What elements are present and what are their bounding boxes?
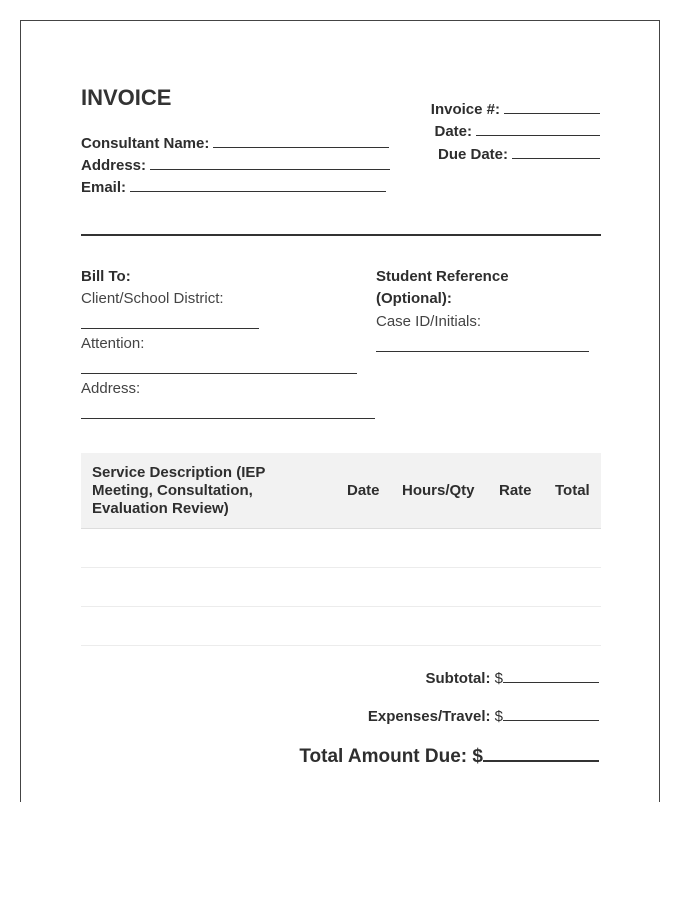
consultant-name-blank[interactable] bbox=[213, 133, 389, 148]
subtotal-label: Subtotal: bbox=[425, 670, 491, 687]
invoice-title: INVOICE bbox=[81, 85, 172, 110]
total-due-label: Total Amount Due: bbox=[299, 746, 468, 767]
invoice-sheet bbox=[20, 20, 660, 802]
attention-label: Attention: bbox=[81, 335, 145, 352]
consultant-address-blank[interactable] bbox=[150, 155, 390, 170]
invoice-date-blank[interactable] bbox=[476, 121, 600, 136]
invoice-date-field[interactable] bbox=[434, 121, 600, 140]
due-date-blank[interactable] bbox=[512, 144, 600, 159]
student-reference-heading-line1: Student Reference bbox=[376, 268, 509, 285]
table-row[interactable] bbox=[81, 529, 601, 568]
total-due-field[interactable] bbox=[299, 743, 599, 768]
table-row[interactable] bbox=[81, 568, 601, 607]
services-table-header bbox=[81, 453, 601, 529]
consultant-name-field[interactable] bbox=[81, 133, 389, 152]
invoice-number-label: Invoice #: bbox=[430, 101, 500, 118]
column-header-total: Total bbox=[555, 482, 590, 499]
column-header-date: Date bbox=[347, 482, 380, 499]
expenses-field[interactable] bbox=[368, 706, 599, 725]
due-date-field[interactable] bbox=[438, 144, 600, 163]
consultant-email-field[interactable] bbox=[81, 177, 386, 196]
student-reference-heading-line2: (Optional): bbox=[376, 290, 452, 307]
header-divider bbox=[81, 234, 601, 236]
column-header-rate: Rate bbox=[499, 482, 532, 499]
table-row[interactable] bbox=[81, 607, 601, 646]
due-date-label: Due Date: bbox=[437, 146, 508, 163]
expenses-blank[interactable] bbox=[503, 706, 599, 721]
subtotal-blank[interactable] bbox=[503, 668, 599, 683]
total-due-blank[interactable] bbox=[483, 743, 599, 762]
column-header-description: Service Description (IEP Meeting, Consultation, Evaluation Review) bbox=[92, 463, 266, 517]
client-district-label: Client/School District: bbox=[81, 290, 224, 307]
column-header-hours: Hours/Qty bbox=[402, 482, 475, 499]
bill-to-heading: Bill To: bbox=[81, 268, 131, 285]
invoice-number-blank[interactable] bbox=[504, 99, 600, 114]
subtotal-currency: $ bbox=[494, 670, 503, 687]
expenses-label: Expenses/Travel: bbox=[367, 708, 491, 725]
case-id-label: Case ID/Initials: bbox=[376, 313, 482, 330]
subtotal-field[interactable] bbox=[425, 668, 599, 687]
bill-address-label: Address: bbox=[81, 380, 141, 397]
bill-address-blank[interactable] bbox=[81, 418, 375, 419]
consultant-address-label: Address: bbox=[81, 157, 147, 174]
consultant-name-label: Consultant Name: bbox=[81, 135, 210, 152]
invoice-number-field[interactable] bbox=[431, 99, 600, 118]
client-district-blank[interactable] bbox=[81, 328, 259, 329]
total-due-currency: $ bbox=[472, 746, 483, 767]
attention-blank[interactable] bbox=[81, 373, 357, 374]
consultant-email-blank[interactable] bbox=[130, 177, 386, 192]
consultant-address-field[interactable] bbox=[81, 155, 390, 174]
consultant-email-label: Email: bbox=[81, 179, 127, 196]
services-table bbox=[81, 453, 601, 646]
expenses-currency: $ bbox=[494, 708, 503, 725]
case-id-blank[interactable] bbox=[376, 351, 589, 352]
invoice-date-label: Date: bbox=[434, 123, 472, 140]
